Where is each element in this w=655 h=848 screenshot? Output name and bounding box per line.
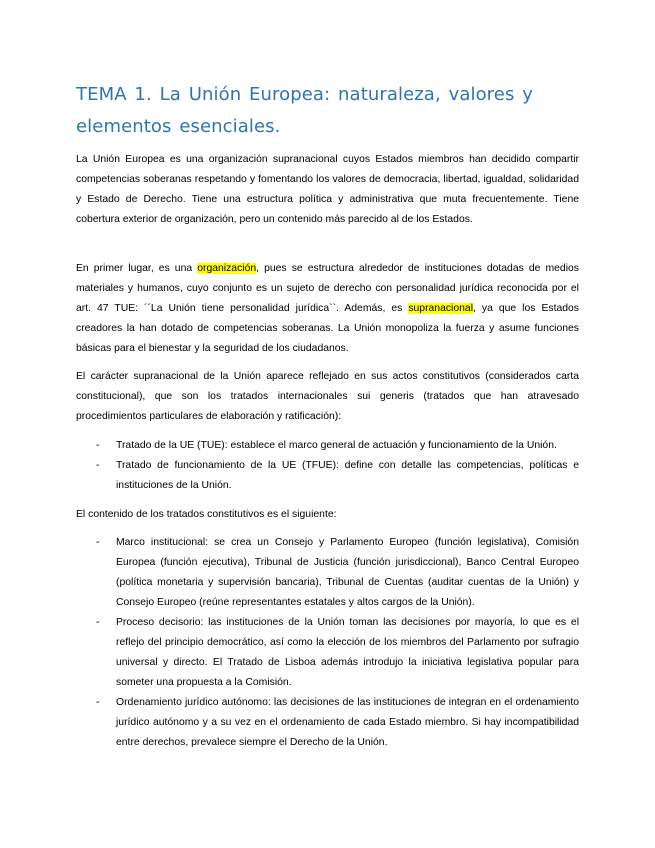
nature-text-c: , ya que los Estados creadores la han dotado de competencias soberanas. La Unión monopoliza la fuerza y asume funciones básicas para el bienestar y la seguridad de los ciudadanos.	[76, 303, 579, 354]
highlight-supranacional: supranacional	[408, 303, 474, 314]
list-item-text: Marco institucional: se crea un Consejo y Parlamento Europeo (función legislativa), Comisión Europea (función ejecutiva), Tribunal de Justicia (función jurisdiccional), Banco Central Europeo (política monetaria y supervisión bancaria), Tribunal de Cuentas (auditar cuentas de la Unión) y Consejo Europeo (reúne representantes estatales y altos cargos de la Unión).	[116, 537, 579, 608]
nature-text-b: , pues se estructura alrededor de instituciones dotadas de medios materiales y humanos, cuyo conjunto es un sujeto de derecho con personalidad jurídica reconocida por el art. 47 TUE: ´´La Unión tiene personalidad jurídica``. Además, es	[76, 263, 579, 314]
dash-bullet: -	[96, 537, 100, 548]
list-item-text: Tratado de funcionamiento de la UE (TFUE): define con detalle las competencias, políticas e instituciones de la Unión.	[116, 460, 579, 491]
document-title: TEMA 1. La Unión Europea: naturaleza, valores y elementos esenciales.	[76, 84, 534, 137]
list-item	[76, 533, 579, 613]
dash-bullet: -	[96, 460, 100, 471]
dash-bullet: -	[96, 697, 100, 708]
dash-bullet: -	[96, 440, 100, 451]
intro-paragraph: La Unión Europea es una organización supranacional cuyos Estados miembros han decidido compartir competencias soberanas respetando y fomentando los valores de democracia, libertad, igualdad, solidaridad y Estado de Derecho. Tiene una estructura política y administrativa que muta frecuentemente. Tiene cobertura exterior de organización, pero un contenido más parecido al de los Estados.	[76, 154, 579, 225]
content-list	[76, 533, 579, 753]
list-item-text: Tratado de la UE (TUE): establece el marco general de actuación y funcionamiento de la Unión.	[116, 440, 557, 451]
nature-paragraph	[76, 259, 579, 359]
list-item	[76, 436, 579, 456]
nature-text-a: En primer lugar, es una	[76, 263, 198, 274]
dash-bullet: -	[96, 617, 100, 628]
list-item-text: Proceso decisorio: las instituciones de la Unión toman las decisiones por mayoría, lo que es el reflejo del principio democrático, así como la elección de los miembros del Parlamento por sufragio universal y directo. El Tratado de Lisboa además introdujo la iniciativa legislativa popular para someter una propuesta a la Comisión.	[116, 617, 579, 688]
highlight-organizacion: organización	[197, 263, 257, 274]
list-item	[76, 613, 579, 693]
list-item-text: Ordenamiento jurídico autónomo: las decisiones de las instituciones de integran en el ordenamiento jurídico autónomo y a su vez en el ordenamiento de cada Estado miembro. Si hay incompatibilidad entre derechos, prevalece siempre el Derecho de la Unión.	[116, 697, 579, 748]
list-item	[76, 456, 579, 496]
content-intro-paragraph: El contenido de los tratados constitutivos es el siguiente:	[76, 509, 337, 520]
list-item	[76, 693, 579, 753]
supranational-paragraph: El carácter supranacional de la Unión aparece reflejado en sus actos constitutivos (considerados carta constitucional), que son los tratados internacionales sui generis (tratados que han atravesado procedimientos particulares de elaboración y ratificación):	[76, 371, 579, 422]
treaties-list	[76, 436, 579, 496]
